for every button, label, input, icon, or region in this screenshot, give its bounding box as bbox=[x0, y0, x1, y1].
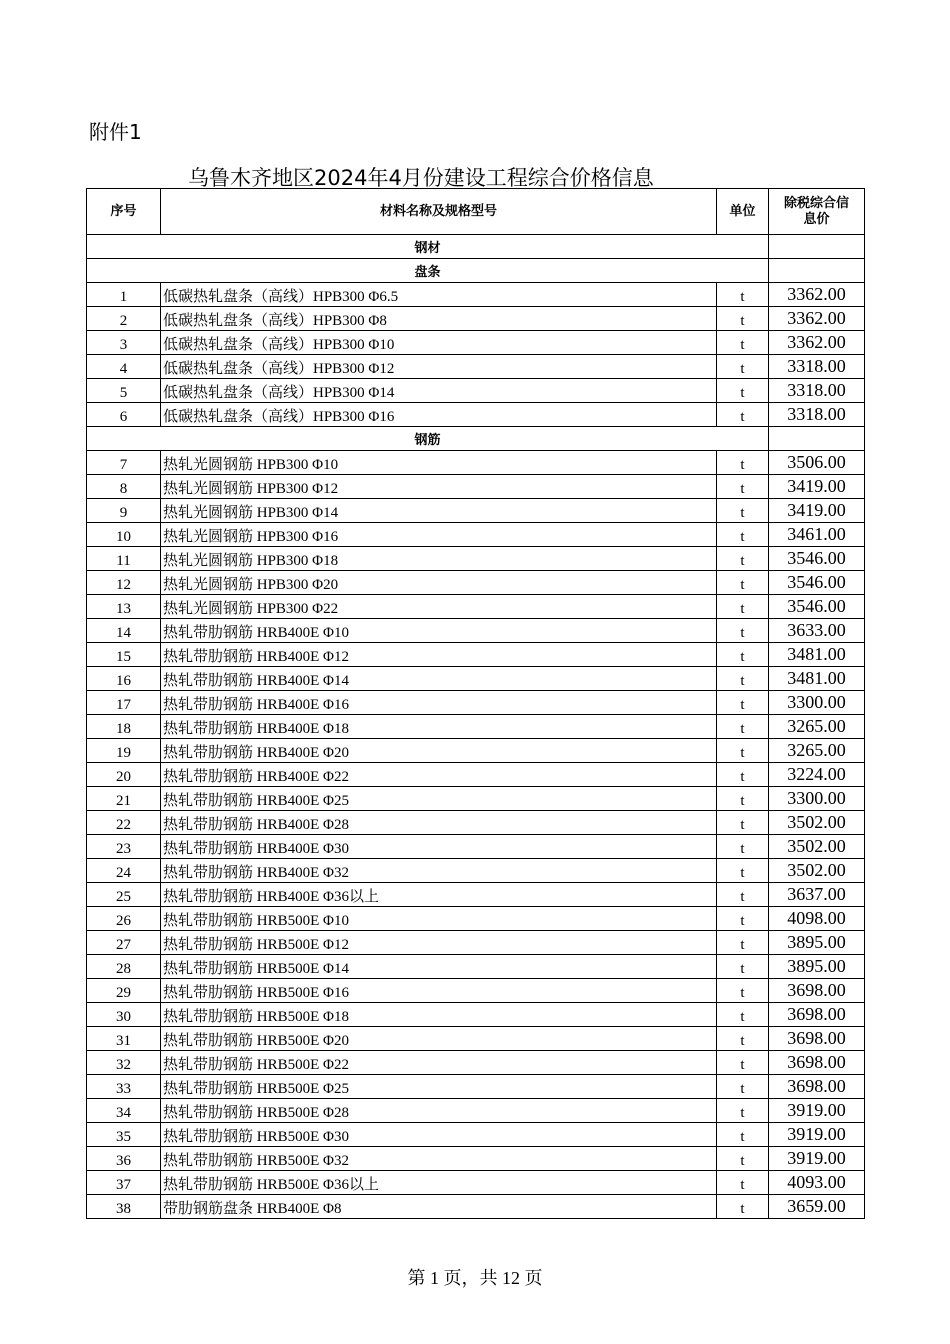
row-number: 1 bbox=[87, 283, 161, 307]
unit-cell: t bbox=[717, 1099, 769, 1123]
unit-cell: t bbox=[717, 1171, 769, 1195]
price-cell: 3546.00 bbox=[769, 595, 865, 619]
material-name: 热轧带肋钢筋 HRB400E Φ36以上 bbox=[161, 883, 717, 907]
material-name: 热轧光圆钢筋 HPB300 Φ14 bbox=[161, 499, 717, 523]
material-name: 带肋钢筋盘条 HRB400E Φ8 bbox=[161, 1195, 717, 1219]
price-cell: 3224.00 bbox=[769, 763, 865, 787]
row-number: 20 bbox=[87, 763, 161, 787]
price-cell: 3362.00 bbox=[769, 331, 865, 355]
unit-cell: t bbox=[717, 523, 769, 547]
row-number: 12 bbox=[87, 571, 161, 595]
material-name: 低碳热轧盘条（高线）HPB300 Φ10 bbox=[161, 331, 717, 355]
unit-cell: t bbox=[717, 475, 769, 499]
table-row bbox=[87, 859, 865, 883]
section-label: 盘条 bbox=[87, 259, 769, 283]
material-name: 热轧带肋钢筋 HRB500E Φ10 bbox=[161, 907, 717, 931]
section-price-empty bbox=[769, 259, 865, 283]
material-name: 热轧带肋钢筋 HRB400E Φ28 bbox=[161, 811, 717, 835]
price-cell: 3546.00 bbox=[769, 571, 865, 595]
price-cell: 4093.00 bbox=[769, 1171, 865, 1195]
unit-cell: t bbox=[717, 979, 769, 1003]
table-body bbox=[87, 235, 865, 1219]
material-name: 热轧带肋钢筋 HRB500E Φ12 bbox=[161, 931, 717, 955]
unit-cell: t bbox=[717, 643, 769, 667]
header-price: 除税综合信息价 bbox=[769, 189, 865, 235]
price-cell: 3633.00 bbox=[769, 619, 865, 643]
header-unit: 单位 bbox=[717, 189, 769, 235]
price-cell: 3461.00 bbox=[769, 523, 865, 547]
section-row bbox=[87, 235, 865, 259]
material-name: 热轧光圆钢筋 HPB300 Φ12 bbox=[161, 475, 717, 499]
table-row bbox=[87, 955, 865, 979]
unit-cell: t bbox=[717, 715, 769, 739]
table-row bbox=[87, 691, 865, 715]
table-row bbox=[87, 643, 865, 667]
price-cell: 3637.00 bbox=[769, 883, 865, 907]
section-row bbox=[87, 427, 865, 451]
table-row bbox=[87, 619, 865, 643]
material-name: 热轧带肋钢筋 HRB400E Φ16 bbox=[161, 691, 717, 715]
material-name: 热轧带肋钢筋 HRB400E Φ10 bbox=[161, 619, 717, 643]
row-number: 29 bbox=[87, 979, 161, 1003]
row-number: 4 bbox=[87, 355, 161, 379]
price-cell: 3895.00 bbox=[769, 955, 865, 979]
row-number: 2 bbox=[87, 307, 161, 331]
unit-cell: t bbox=[717, 1027, 769, 1051]
price-cell: 3318.00 bbox=[769, 355, 865, 379]
table-row bbox=[87, 571, 865, 595]
row-number: 8 bbox=[87, 475, 161, 499]
unit-cell: t bbox=[717, 811, 769, 835]
unit-cell: t bbox=[717, 451, 769, 475]
unit-cell: t bbox=[717, 595, 769, 619]
row-number: 9 bbox=[87, 499, 161, 523]
unit-cell: t bbox=[717, 931, 769, 955]
price-cell: 3419.00 bbox=[769, 475, 865, 499]
section-label: 钢筋 bbox=[87, 427, 769, 451]
table-row bbox=[87, 1051, 865, 1075]
unit-cell: t bbox=[717, 1051, 769, 1075]
price-cell: 3362.00 bbox=[769, 307, 865, 331]
table-row bbox=[87, 1123, 865, 1147]
price-cell: 3698.00 bbox=[769, 979, 865, 1003]
table-row bbox=[87, 595, 865, 619]
unit-cell: t bbox=[717, 763, 769, 787]
price-cell: 3265.00 bbox=[769, 739, 865, 763]
unit-cell: t bbox=[717, 331, 769, 355]
price-cell: 3919.00 bbox=[769, 1123, 865, 1147]
price-cell: 3698.00 bbox=[769, 1075, 865, 1099]
row-number: 26 bbox=[87, 907, 161, 931]
table-row bbox=[87, 1027, 865, 1051]
table-row bbox=[87, 355, 865, 379]
row-number: 3 bbox=[87, 331, 161, 355]
table-row bbox=[87, 1171, 865, 1195]
section-row bbox=[87, 259, 865, 283]
material-name: 热轧带肋钢筋 HRB400E Φ18 bbox=[161, 715, 717, 739]
price-cell: 3481.00 bbox=[769, 667, 865, 691]
row-number: 13 bbox=[87, 595, 161, 619]
price-table bbox=[86, 188, 865, 1219]
material-name: 热轧带肋钢筋 HRB400E Φ32 bbox=[161, 859, 717, 883]
material-name: 热轧光圆钢筋 HPB300 Φ18 bbox=[161, 547, 717, 571]
section-price-empty bbox=[769, 427, 865, 451]
table-row bbox=[87, 1003, 865, 1027]
section-price-empty bbox=[769, 235, 865, 259]
table-row bbox=[87, 331, 865, 355]
price-cell: 3419.00 bbox=[769, 499, 865, 523]
unit-cell: t bbox=[717, 283, 769, 307]
price-cell: 3502.00 bbox=[769, 811, 865, 835]
unit-cell: t bbox=[717, 1123, 769, 1147]
table-row bbox=[87, 1099, 865, 1123]
price-cell: 3546.00 bbox=[769, 547, 865, 571]
price-cell: 3362.00 bbox=[769, 283, 865, 307]
material-name: 热轧带肋钢筋 HRB500E Φ28 bbox=[161, 1099, 717, 1123]
attachment-label: 附件1 bbox=[89, 120, 142, 144]
material-name: 热轧光圆钢筋 HPB300 Φ20 bbox=[161, 571, 717, 595]
price-cell: 3300.00 bbox=[769, 787, 865, 811]
material-name: 热轧带肋钢筋 HRB500E Φ18 bbox=[161, 1003, 717, 1027]
material-name: 低碳热轧盘条（高线）HPB300 Φ8 bbox=[161, 307, 717, 331]
price-cell: 3502.00 bbox=[769, 859, 865, 883]
table-row bbox=[87, 451, 865, 475]
unit-cell: t bbox=[717, 907, 769, 931]
unit-cell: t bbox=[717, 691, 769, 715]
table-row bbox=[87, 715, 865, 739]
row-number: 30 bbox=[87, 1003, 161, 1027]
material-name: 低碳热轧盘条（高线）HPB300 Φ16 bbox=[161, 403, 717, 427]
unit-cell: t bbox=[717, 667, 769, 691]
material-name: 热轧带肋钢筋 HRB500E Φ32 bbox=[161, 1147, 717, 1171]
row-number: 25 bbox=[87, 883, 161, 907]
table-row bbox=[87, 307, 865, 331]
row-number: 24 bbox=[87, 859, 161, 883]
price-cell: 3300.00 bbox=[769, 691, 865, 715]
material-name: 热轧光圆钢筋 HPB300 Φ16 bbox=[161, 523, 717, 547]
table-row bbox=[87, 499, 865, 523]
material-name: 热轧带肋钢筋 HRB400E Φ22 bbox=[161, 763, 717, 787]
material-name: 热轧带肋钢筋 HRB500E Φ14 bbox=[161, 955, 717, 979]
row-number: 7 bbox=[87, 451, 161, 475]
page-title: 乌鲁木齐地区2024年4月份建设工程综合价格信息 bbox=[188, 166, 654, 190]
table-row bbox=[87, 379, 865, 403]
table-row bbox=[87, 811, 865, 835]
unit-cell: t bbox=[717, 307, 769, 331]
table-row bbox=[87, 787, 865, 811]
row-number: 5 bbox=[87, 379, 161, 403]
table-row bbox=[87, 403, 865, 427]
unit-cell: t bbox=[717, 787, 769, 811]
price-cell: 3698.00 bbox=[769, 1027, 865, 1051]
row-number: 37 bbox=[87, 1171, 161, 1195]
row-number: 32 bbox=[87, 1051, 161, 1075]
row-number: 6 bbox=[87, 403, 161, 427]
unit-cell: t bbox=[717, 859, 769, 883]
material-name: 低碳热轧盘条（高线）HPB300 Φ14 bbox=[161, 379, 717, 403]
price-cell: 4098.00 bbox=[769, 907, 865, 931]
row-number: 10 bbox=[87, 523, 161, 547]
row-number: 14 bbox=[87, 619, 161, 643]
unit-cell: t bbox=[717, 739, 769, 763]
material-name: 热轧带肋钢筋 HRB400E Φ14 bbox=[161, 667, 717, 691]
price-cell: 3698.00 bbox=[769, 1003, 865, 1027]
price-cell: 3265.00 bbox=[769, 715, 865, 739]
table-header-row bbox=[87, 189, 865, 235]
material-name: 低碳热轧盘条（高线）HPB300 Φ12 bbox=[161, 355, 717, 379]
row-number: 33 bbox=[87, 1075, 161, 1099]
header-no: 序号 bbox=[87, 189, 161, 235]
material-name: 热轧光圆钢筋 HPB300 Φ10 bbox=[161, 451, 717, 475]
row-number: 34 bbox=[87, 1099, 161, 1123]
table-row bbox=[87, 979, 865, 1003]
unit-cell: t bbox=[717, 835, 769, 859]
material-name: 热轧带肋钢筋 HRB400E Φ25 bbox=[161, 787, 717, 811]
section-label: 钢材 bbox=[87, 235, 769, 259]
table-row bbox=[87, 1195, 865, 1219]
price-cell: 3895.00 bbox=[769, 931, 865, 955]
unit-cell: t bbox=[717, 403, 769, 427]
table-row bbox=[87, 547, 865, 571]
unit-cell: t bbox=[717, 379, 769, 403]
table-row bbox=[87, 763, 865, 787]
row-number: 15 bbox=[87, 643, 161, 667]
unit-cell: t bbox=[717, 571, 769, 595]
row-number: 22 bbox=[87, 811, 161, 835]
table-row bbox=[87, 739, 865, 763]
page-footer: 第 1 页，共 12 页 bbox=[407, 1268, 543, 1288]
row-number: 11 bbox=[87, 547, 161, 571]
material-name: 热轧带肋钢筋 HRB400E Φ30 bbox=[161, 835, 717, 859]
material-name: 热轧带肋钢筋 HRB500E Φ16 bbox=[161, 979, 717, 1003]
row-number: 17 bbox=[87, 691, 161, 715]
row-number: 23 bbox=[87, 835, 161, 859]
unit-cell: t bbox=[717, 1147, 769, 1171]
material-name: 热轧带肋钢筋 HRB500E Φ36以上 bbox=[161, 1171, 717, 1195]
unit-cell: t bbox=[717, 955, 769, 979]
unit-cell: t bbox=[717, 499, 769, 523]
header-name: 材料名称及规格型号 bbox=[161, 189, 717, 235]
table-row bbox=[87, 907, 865, 931]
price-cell: 3502.00 bbox=[769, 835, 865, 859]
unit-cell: t bbox=[717, 883, 769, 907]
row-number: 35 bbox=[87, 1123, 161, 1147]
row-number: 28 bbox=[87, 955, 161, 979]
row-number: 31 bbox=[87, 1027, 161, 1051]
table-row bbox=[87, 475, 865, 499]
price-cell: 3481.00 bbox=[769, 643, 865, 667]
row-number: 19 bbox=[87, 739, 161, 763]
material-name: 热轧带肋钢筋 HRB500E Φ30 bbox=[161, 1123, 717, 1147]
material-name: 热轧带肋钢筋 HRB400E Φ12 bbox=[161, 643, 717, 667]
unit-cell: t bbox=[717, 547, 769, 571]
table-row bbox=[87, 883, 865, 907]
material-name: 热轧带肋钢筋 HRB500E Φ20 bbox=[161, 1027, 717, 1051]
row-number: 27 bbox=[87, 931, 161, 955]
price-cell: 3919.00 bbox=[769, 1147, 865, 1171]
table-row bbox=[87, 667, 865, 691]
table-row bbox=[87, 835, 865, 859]
row-number: 21 bbox=[87, 787, 161, 811]
material-name: 热轧带肋钢筋 HRB400E Φ20 bbox=[161, 739, 717, 763]
unit-cell: t bbox=[717, 1003, 769, 1027]
row-number: 18 bbox=[87, 715, 161, 739]
price-cell: 3506.00 bbox=[769, 451, 865, 475]
price-cell: 3919.00 bbox=[769, 1099, 865, 1123]
unit-cell: t bbox=[717, 1075, 769, 1099]
row-number: 38 bbox=[87, 1195, 161, 1219]
row-number: 36 bbox=[87, 1147, 161, 1171]
price-cell: 3659.00 bbox=[769, 1195, 865, 1219]
table-row bbox=[87, 283, 865, 307]
unit-cell: t bbox=[717, 1195, 769, 1219]
table-row bbox=[87, 523, 865, 547]
price-cell: 3698.00 bbox=[769, 1051, 865, 1075]
material-name: 热轧带肋钢筋 HRB500E Φ22 bbox=[161, 1051, 717, 1075]
table-row bbox=[87, 1147, 865, 1171]
material-name: 热轧光圆钢筋 HPB300 Φ22 bbox=[161, 595, 717, 619]
price-cell: 3318.00 bbox=[769, 403, 865, 427]
table-row bbox=[87, 1075, 865, 1099]
material-name: 低碳热轧盘条（高线）HPB300 Φ6.5 bbox=[161, 283, 717, 307]
table-row bbox=[87, 931, 865, 955]
unit-cell: t bbox=[717, 619, 769, 643]
unit-cell: t bbox=[717, 355, 769, 379]
material-name: 热轧带肋钢筋 HRB500E Φ25 bbox=[161, 1075, 717, 1099]
row-number: 16 bbox=[87, 667, 161, 691]
price-cell: 3318.00 bbox=[769, 379, 865, 403]
